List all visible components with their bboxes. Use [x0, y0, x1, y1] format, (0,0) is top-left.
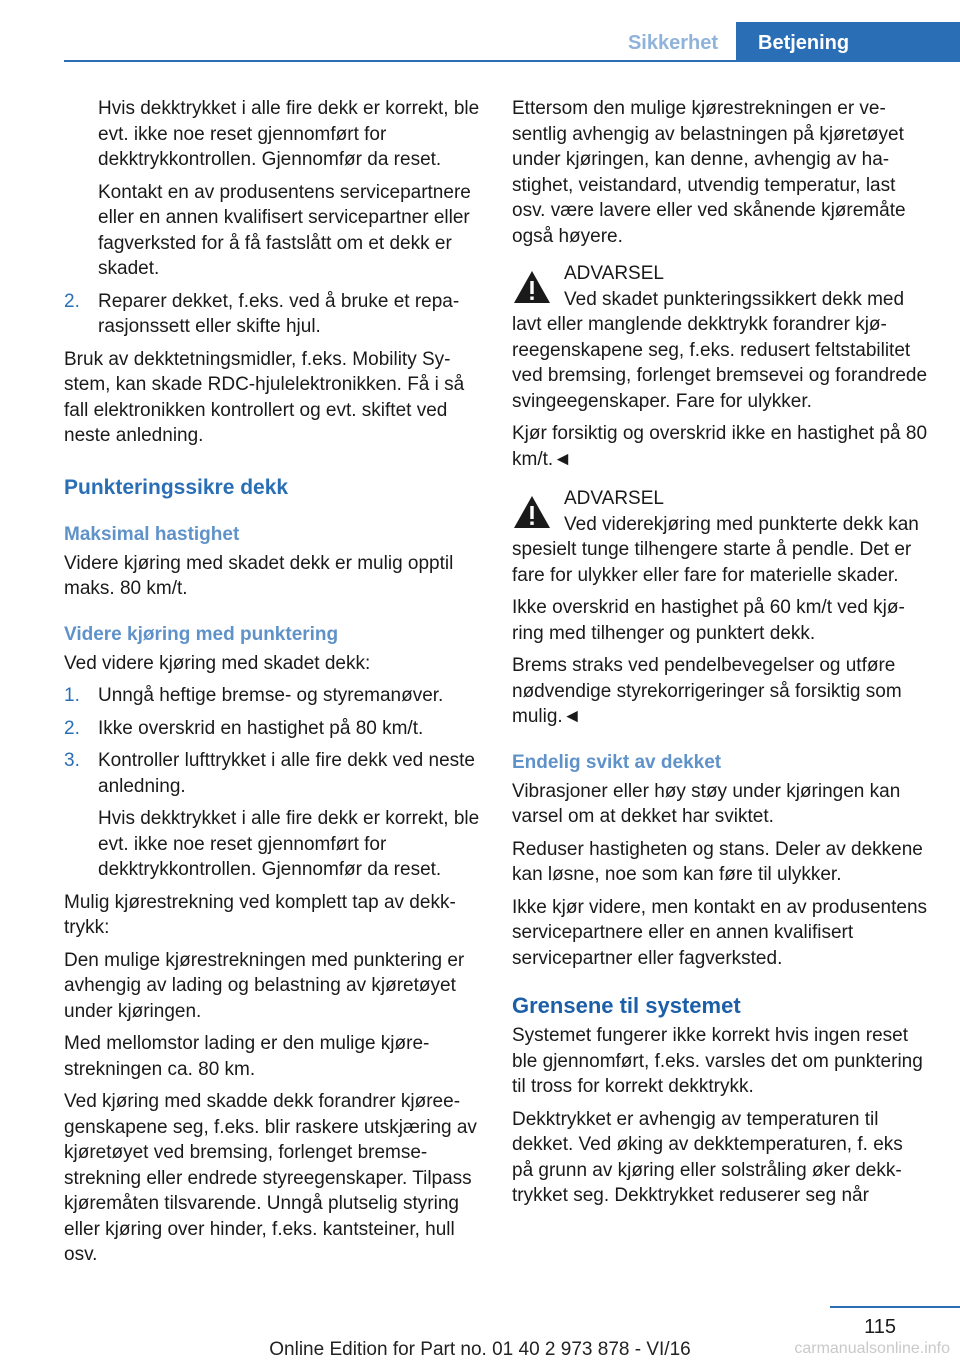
list-number: 2.	[64, 290, 80, 312]
paragraph: Systemet fungerer ikke korrekt hvis ingen reset ble gjennomført, f.eks. varsles det om punktering til tross for korrekt dekktrykk.	[512, 1025, 923, 1097]
header-rule	[64, 60, 960, 62]
paragraph: Ved videre kjøring med skadet dekk:	[64, 652, 371, 674]
paragraph: Ved kjøring med skadde dekk forandrer kjøreegenskapene seg, f.eks. blir raskere utskjæring av kjøretøyet ved bremsing, forlenget bremsestrekning eller endrede styreegenskaper. Tilpass kjøremåten tilsvarende. Unngå plutselig styring eller kjøring over hinder, f.eks. kantsteiner, hull osv.	[64, 1091, 477, 1265]
paragraph: Hvis dekktrykket i alle fire dekk er korrekt, ble evt. ikke noe reset gjennomført for dekktrykkontrollen. Gjennomfør da reset.	[98, 808, 480, 880]
header-tab-betjening[interactable]: Betjening	[736, 22, 960, 62]
list-text: Ikke overskrid en hastighet på 80 km/t.	[98, 717, 424, 739]
paragraph: Bruk av dekktetningsmidler, f.eks. Mobility System, kan skade RDC-hjulelektronikken. Få i så fall elektronikken kontrollert og evt. skiftet ved neste anledning.	[64, 348, 465, 446]
list-number: 3.	[64, 750, 80, 771]
paragraph: Den mulige kjørestrekningen med punktering er avhengig av lading og belastning av kjøretøyet under kjøringen.	[64, 949, 465, 1022]
list-item	[64, 289, 480, 340]
list-text: Reparer dekket, f.eks. ved å bruke et reparasjonssett eller skifte hjul.	[98, 290, 460, 337]
paragraph: Dekktrykket er avhengig av temperaturen til dekket. Ved øking av dekktemperaturen, f. eks på grunn av kjøring eller solstråling øker dekktrykket seg. Dekktrykket reduserer seg når	[512, 1108, 903, 1206]
paragraph: Med mellomstor lading er den mulige kjørestrekningen ca. 80 km.	[64, 1033, 430, 1080]
warning-block	[512, 486, 928, 588]
list-text: Unngå heftige bremse- og styremanøver.	[98, 685, 444, 706]
warning-title: ADVARSEL	[564, 263, 664, 284]
list-item	[64, 748, 480, 799]
right-column	[512, 96, 928, 1216]
paragraph: Brems straks ved pendelbevegelser og utføre nødvendige styrekorrigeringer så forsiktig som mulig.◄	[512, 655, 902, 727]
paragraph: Kontakt en av produsentens servicepartnere eller en annen kvalifisert servicepartner eller fagverksted for å få fastslått om et dekk er skadet.	[98, 181, 471, 279]
section-heading: Grensene til systemet	[512, 993, 741, 1018]
list-number: 2.	[64, 717, 80, 739]
warning-block	[512, 261, 928, 414]
paragraph: Ikke kjør videre, men kontakt en av produsentens servicepartnere eller en annen kvalifisert servicepartner eller fagverksted.	[512, 896, 928, 969]
subsection-heading: Videre kjøring med punktering	[64, 623, 339, 645]
watermark: carmanualsonline.info	[794, 1340, 950, 1357]
paragraph: Ettersom den mulige kjørestrekningen er vesentlig avhengig av belastningen på kjøretøyet under kjøringen, kan denne, avhengig av hastighet, veistandard, utvendig temperatur, last osv. være lavere eller ved skånende kjøremåte også høyere.	[512, 98, 906, 247]
edition-footer: Online Edition for Part no. 01 40 2 973 878 - VI/16	[269, 1339, 691, 1360]
warning-title: ADVARSEL	[564, 488, 664, 509]
subsection-heading: Endelig svikt av dekket	[512, 751, 722, 773]
list-item	[64, 716, 480, 742]
subsection-heading: Maksimal hastighet	[64, 523, 240, 545]
warning-text: Ved viderekjøring med punkterte dekk kan spesielt tunge tilhengere starte å pendle. Det er fare for ulykker eller fare for materielle skader.	[512, 513, 919, 586]
footer-rule	[830, 1306, 960, 1308]
list-item	[64, 683, 480, 709]
section-heading: Punkteringssikre dekk	[64, 475, 289, 499]
header-tab-sikkerhet[interactable]: Sikkerhet	[627, 32, 719, 54]
paragraph: Hvis dekktrykket i alle fire dekk er korrekt, ble evt. ikke noe reset gjennomført for dekktrykkontrollen. Gjennomfør da reset.	[98, 98, 480, 170]
warning-triangle-icon	[512, 269, 552, 305]
paragraph: Kjør forsiktig og overskrid ikke en hastighet på 80 km/t.◄	[512, 423, 928, 470]
warning-text: Ved skadet punkteringssikkert dekk med lavt eller manglende dekktrykk forandrer kjøreegenskapene seg, f.eks. redusert feltstabilitet ved bremsing, forlenget bremsevei og forandrede svingeegenskaper. Fare for ulykker.	[512, 288, 928, 412]
page-number: 115	[864, 1316, 896, 1338]
paragraph: Mulig kjørestrekning ved komplett tap av dekktrykk:	[64, 891, 456, 938]
left-column	[64, 96, 480, 1275]
warning-triangle-icon	[512, 494, 552, 530]
list-number: 1.	[64, 685, 80, 706]
paragraph: Videre kjøring med skadet dekk er mulig opptil maks. 80 km/t.	[64, 552, 454, 599]
list-text: Kontroller lufttrykket i alle fire dekk ved neste anledning.	[98, 750, 476, 797]
paragraph: Vibrasjoner eller høy støy under kjøringen kan varsel om at dekket har sviktet.	[512, 780, 901, 827]
paragraph: Reduser hastigheten og stans. Deler av dekkene kan løsne, noe som kan føre til ulykker.	[512, 838, 923, 885]
paragraph: Ikke overskrid en hastighet på 60 km/t ved kjøring med tilhenger og punktert dekk.	[512, 597, 905, 644]
